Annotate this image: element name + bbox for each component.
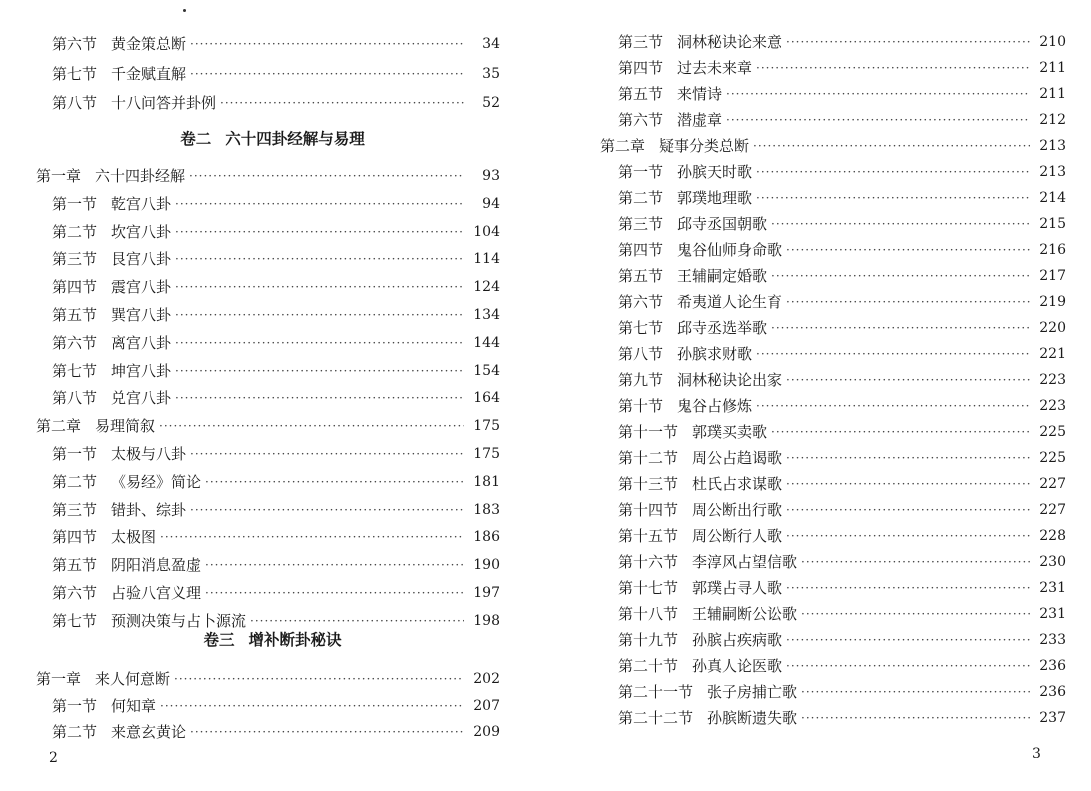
toc-entry-title: 王辅嗣断公讼歌 bbox=[692, 605, 798, 623]
toc-entry-page-number: 154 bbox=[473, 362, 500, 379]
toc-entry-page-number: 134 bbox=[473, 307, 500, 323]
toc-section-entry bbox=[618, 680, 1066, 704]
toc-entry-page-number: 52 bbox=[482, 95, 500, 111]
toc-section-entry bbox=[618, 706, 1066, 730]
toc-section-entry bbox=[52, 694, 500, 718]
dot-leader bbox=[786, 472, 1030, 496]
toc-entry-label: 第二节 bbox=[52, 723, 98, 741]
toc-entry-title: 王辅嗣定婚歌 bbox=[677, 267, 768, 285]
dot-leader bbox=[786, 498, 1030, 522]
toc-chapter-entry bbox=[36, 164, 500, 188]
dot-leader bbox=[175, 192, 464, 216]
dot-leader bbox=[771, 264, 1030, 288]
toc-entry-title: 郭璞占寻人歌 bbox=[692, 579, 783, 597]
toc-entry-title: 洞林秘诀论出家 bbox=[677, 371, 783, 389]
toc-entry-label: 第四节 bbox=[618, 241, 664, 259]
dot-leader bbox=[190, 442, 464, 466]
dot-leader bbox=[175, 275, 464, 299]
toc-entry-page-number: 124 bbox=[473, 279, 500, 296]
toc-entry-page-number: 181 bbox=[473, 473, 500, 490]
toc-entry-title: 张子房捕亡歌 bbox=[707, 683, 798, 701]
toc-entry-title: 鬼谷占修炼 bbox=[677, 397, 753, 415]
toc-entry-title: 乾宫八卦 bbox=[111, 194, 172, 213]
toc-entry-page-number: 230 bbox=[1039, 554, 1066, 570]
volume-2-heading bbox=[0, 127, 545, 151]
toc-entry-label: 第一章 bbox=[36, 167, 82, 185]
toc-entry-page-number: 227 bbox=[1039, 476, 1066, 492]
dot-leader bbox=[786, 30, 1030, 54]
toc-section-entry bbox=[52, 62, 500, 86]
toc-entry-label: 第八节 bbox=[52, 389, 98, 408]
toc-entry-label: 第二十节 bbox=[618, 657, 679, 675]
toc-entry-page-number: 186 bbox=[473, 529, 500, 546]
toc-entry-title: 孙真人论医歌 bbox=[692, 657, 783, 675]
dot-leader bbox=[786, 446, 1030, 470]
toc-section-entry bbox=[618, 654, 1066, 678]
toc-section-entry bbox=[618, 108, 1066, 132]
dot-leader bbox=[190, 32, 464, 56]
toc-section-entry bbox=[618, 238, 1066, 262]
toc-entry-label: 第六节 bbox=[52, 584, 98, 602]
toc-entry-label: 第三节 bbox=[52, 250, 98, 269]
dot-leader bbox=[756, 186, 1030, 210]
toc-entry-title: 希夷道人论生育 bbox=[677, 293, 783, 311]
toc-section-entry bbox=[52, 192, 500, 216]
left-page bbox=[0, 0, 545, 791]
toc-entry-label: 第十一节 bbox=[618, 423, 679, 441]
toc-entry-page-number: 190 bbox=[473, 557, 500, 574]
toc-entry-label: 第五节 bbox=[618, 85, 664, 103]
toc-section-entry bbox=[52, 442, 500, 466]
toc-entry-label: 第三节 bbox=[52, 500, 98, 519]
toc-section-entry bbox=[52, 32, 500, 56]
toc-entry-label: 第六节 bbox=[618, 111, 664, 129]
volume-3-heading bbox=[0, 628, 545, 652]
toc-entry-title: 六十四卦经解 bbox=[95, 167, 186, 185]
toc-entry-label: 第十六节 bbox=[618, 553, 679, 571]
page-number-right: 3 bbox=[1032, 746, 1041, 762]
toc-entry-title: 震宫八卦 bbox=[111, 278, 172, 297]
toc-section-entry bbox=[52, 331, 500, 355]
toc-entry-title: 来人何意断 bbox=[95, 670, 171, 688]
volume-3-label: 卷三 bbox=[203, 630, 235, 649]
toc-entry-title: 阴阳消息盈虚 bbox=[111, 556, 202, 575]
toc-entry-title: 孙膑求财歌 bbox=[677, 345, 753, 363]
toc-entry-page-number: 231 bbox=[1039, 606, 1066, 622]
toc-section-entry bbox=[52, 720, 500, 744]
dot-leader bbox=[786, 576, 1030, 600]
toc-entry-label: 第三节 bbox=[618, 215, 664, 233]
dot-leader bbox=[175, 359, 464, 383]
toc-section-entry bbox=[618, 524, 1066, 548]
dot-leader bbox=[174, 667, 464, 691]
toc-section-entry bbox=[52, 359, 500, 383]
toc-entry-page-number: 217 bbox=[1039, 268, 1066, 284]
toc-entry-page-number: 183 bbox=[473, 501, 500, 518]
toc-entry-label: 第一章 bbox=[36, 670, 82, 688]
toc-entry-title: 太极与八卦 bbox=[111, 445, 187, 463]
toc-entry-page-number: 93 bbox=[482, 168, 500, 184]
toc-entry-title: 鬼谷仙师身命歌 bbox=[677, 241, 783, 259]
toc-chapter-entry bbox=[36, 667, 500, 691]
toc-entry-label: 第二节 bbox=[618, 189, 664, 207]
toc-section-entry bbox=[52, 525, 500, 549]
toc-section-entry bbox=[618, 550, 1066, 574]
toc-section-entry bbox=[618, 368, 1066, 392]
toc-entry-title: 十八问答并卦例 bbox=[111, 94, 217, 112]
dot-leader bbox=[175, 247, 464, 271]
toc-entry-label: 第五节 bbox=[52, 306, 98, 324]
toc-entry-page-number: 202 bbox=[473, 671, 500, 687]
toc-entry-title: 周公断出行歌 bbox=[692, 501, 783, 519]
toc-chapter-entry bbox=[600, 134, 1066, 158]
toc-section-entry bbox=[618, 82, 1066, 106]
toc-entry-page-number: 211 bbox=[1039, 60, 1066, 76]
toc-entry-page-number: 34 bbox=[482, 36, 500, 52]
toc-section-entry bbox=[618, 576, 1066, 600]
toc-entry-page-number: 209 bbox=[473, 724, 500, 740]
toc-chapter-entry bbox=[36, 414, 500, 438]
right-page bbox=[546, 0, 1091, 791]
dot-leader bbox=[786, 368, 1030, 392]
dot-leader bbox=[160, 525, 464, 549]
toc-entry-page-number: 144 bbox=[473, 334, 500, 351]
ink-speck bbox=[183, 9, 186, 12]
toc-section-entry bbox=[618, 420, 1066, 444]
toc-entry-page-number: 236 bbox=[1039, 684, 1066, 700]
toc-section-entry bbox=[618, 602, 1066, 626]
toc-entry-label: 第二十二节 bbox=[618, 709, 694, 727]
toc-entry-page-number: 114 bbox=[473, 251, 500, 268]
toc-entry-label: 第八节 bbox=[618, 345, 664, 363]
toc-entry-title: 孙膑占疾病歌 bbox=[692, 631, 783, 649]
dot-leader bbox=[190, 62, 464, 86]
toc-entry-label: 第四节 bbox=[52, 278, 98, 297]
volume-2-title: 六十四卦经解与易理 bbox=[225, 129, 365, 148]
toc-entry-label: 第二节 bbox=[52, 222, 98, 241]
toc-entry-label: 第十四节 bbox=[618, 501, 679, 519]
volume-3-title: 增补断卦秘诀 bbox=[248, 630, 342, 649]
toc-section-entry bbox=[618, 290, 1066, 314]
toc-entry-title: 何知章 bbox=[111, 696, 157, 715]
toc-entry-label: 第六节 bbox=[52, 333, 98, 352]
dot-leader bbox=[756, 160, 1030, 184]
toc-entry-label: 第四节 bbox=[618, 59, 664, 77]
toc-entry-page-number: 233 bbox=[1039, 632, 1066, 648]
toc-section-entry bbox=[618, 498, 1066, 522]
toc-entry-title: 《易经》简论 bbox=[111, 472, 202, 491]
toc-entry-title: 过去未来章 bbox=[677, 59, 753, 77]
toc-entry-label: 第二节 bbox=[52, 472, 98, 491]
toc-entry-page-number: 236 bbox=[1039, 658, 1066, 674]
dot-leader bbox=[756, 342, 1030, 366]
dot-leader bbox=[801, 706, 1030, 730]
toc-entry-page-number: 220 bbox=[1039, 320, 1066, 336]
toc-entry-page-number: 214 bbox=[1039, 190, 1066, 206]
toc-entry-page-number: 207 bbox=[473, 697, 500, 714]
toc-entry-label: 第五节 bbox=[52, 556, 98, 575]
toc-entry-page-number: 198 bbox=[473, 612, 500, 629]
toc-entry-label: 第四节 bbox=[52, 528, 98, 547]
toc-entry-label: 第一节 bbox=[52, 445, 98, 463]
toc-entry-page-number: 223 bbox=[1039, 398, 1066, 414]
toc-entry-title: 预测决策与占卜源流 bbox=[111, 611, 247, 630]
toc-entry-label: 第一节 bbox=[52, 194, 98, 213]
toc-entry-label: 第二章 bbox=[600, 137, 646, 155]
toc-section-entry bbox=[52, 303, 500, 327]
dot-leader bbox=[771, 212, 1030, 236]
dot-leader bbox=[771, 420, 1030, 444]
toc-entry-page-number: 223 bbox=[1039, 372, 1066, 388]
page-number-left: 2 bbox=[49, 750, 58, 766]
toc-entry-label: 第十五节 bbox=[618, 527, 679, 545]
dot-leader bbox=[786, 654, 1030, 678]
toc-entry-page-number: 175 bbox=[473, 418, 500, 435]
dot-leader bbox=[771, 316, 1030, 340]
toc-entry-title: 郭璞地理歌 bbox=[677, 189, 753, 207]
toc-entry-label: 第七节 bbox=[52, 64, 98, 83]
toc-entry-title: 巽宫八卦 bbox=[111, 306, 172, 324]
dot-leader bbox=[801, 680, 1030, 704]
toc-entry-page-number: 221 bbox=[1039, 346, 1066, 362]
toc-entry-title: 洞林秘诀论来意 bbox=[677, 33, 783, 51]
toc-entry-title: 兑宫八卦 bbox=[111, 389, 172, 408]
toc-entry-title: 坎宫八卦 bbox=[111, 222, 172, 241]
toc-entry-page-number: 225 bbox=[1039, 450, 1066, 466]
toc-entry-title: 李淳风占望信歌 bbox=[692, 553, 798, 571]
volume-2-label: 卷二 bbox=[180, 129, 212, 148]
toc-entry-title: 潜虚章 bbox=[677, 111, 723, 129]
toc-entry-page-number: 228 bbox=[1039, 528, 1066, 544]
toc-entry-title: 离宫八卦 bbox=[111, 333, 172, 352]
toc-entry-label: 第七节 bbox=[52, 361, 98, 380]
dot-leader bbox=[205, 553, 464, 577]
toc-entry-title: 太极图 bbox=[111, 528, 157, 547]
dot-leader bbox=[756, 394, 1030, 418]
toc-entry-label: 第六节 bbox=[618, 293, 664, 311]
toc-entry-title: 艮宫八卦 bbox=[111, 250, 172, 269]
toc-entry-page-number: 213 bbox=[1039, 164, 1066, 180]
dot-leader bbox=[190, 498, 464, 522]
toc-section-entry bbox=[618, 472, 1066, 496]
dot-leader bbox=[220, 91, 464, 115]
toc-entry-title: 邱寺丞选举歌 bbox=[677, 319, 768, 337]
dot-leader bbox=[190, 720, 464, 744]
toc-entry-page-number: 213 bbox=[1039, 138, 1066, 154]
toc-entry-title: 郭璞买卖歌 bbox=[692, 423, 768, 441]
dot-leader bbox=[175, 331, 464, 355]
dot-leader bbox=[786, 238, 1030, 262]
dot-leader bbox=[726, 82, 1030, 106]
toc-entry-title: 来情诗 bbox=[677, 85, 723, 103]
dot-leader bbox=[160, 694, 464, 718]
toc-entry-label: 第六节 bbox=[52, 35, 98, 53]
dot-leader bbox=[756, 56, 1030, 80]
toc-section-entry bbox=[52, 553, 500, 577]
toc-entry-label: 第九节 bbox=[618, 371, 664, 389]
toc-entry-page-number: 216 bbox=[1039, 242, 1066, 258]
toc-section-entry bbox=[618, 186, 1066, 210]
dot-leader bbox=[205, 581, 464, 605]
dot-leader bbox=[175, 303, 464, 327]
dot-leader bbox=[801, 602, 1030, 626]
toc-entry-page-number: 175 bbox=[473, 446, 500, 462]
toc-section-entry bbox=[52, 275, 500, 299]
toc-entry-title: 坤宫八卦 bbox=[111, 361, 172, 380]
toc-entry-label: 第七节 bbox=[618, 319, 664, 337]
dot-leader bbox=[175, 386, 464, 410]
toc-entry-page-number: 197 bbox=[473, 585, 500, 601]
dot-leader bbox=[175, 220, 464, 244]
toc-section-entry bbox=[52, 91, 500, 115]
toc-entry-page-number: 225 bbox=[1039, 424, 1066, 440]
toc-section-entry bbox=[618, 342, 1066, 366]
dot-leader bbox=[801, 550, 1030, 574]
toc-entry-label: 第十八节 bbox=[618, 605, 679, 623]
toc-section-entry bbox=[52, 470, 500, 494]
dot-leader bbox=[753, 134, 1030, 158]
toc-section-entry bbox=[618, 212, 1066, 236]
dot-leader bbox=[159, 414, 464, 438]
toc-entry-title: 占验八宫义理 bbox=[111, 584, 202, 602]
toc-entry-title: 周公断行人歌 bbox=[692, 527, 783, 545]
toc-entry-label: 第十三节 bbox=[618, 475, 679, 493]
toc-entry-page-number: 164 bbox=[473, 390, 500, 407]
toc-entry-label: 第三节 bbox=[618, 33, 664, 51]
toc-entry-page-number: 227 bbox=[1039, 502, 1066, 518]
toc-entry-title: 错卦、综卦 bbox=[111, 500, 187, 519]
toc-entry-page-number: 215 bbox=[1039, 216, 1066, 232]
toc-section-entry bbox=[618, 30, 1066, 54]
toc-entry-label: 第二十一节 bbox=[618, 683, 694, 701]
toc-section-entry bbox=[618, 160, 1066, 184]
toc-entry-label: 第一节 bbox=[618, 163, 664, 181]
toc-entry-title: 易理简叙 bbox=[95, 417, 156, 436]
toc-entry-page-number: 94 bbox=[482, 195, 500, 212]
dot-leader bbox=[786, 628, 1030, 652]
toc-entry-label: 第十九节 bbox=[618, 631, 679, 649]
toc-entry-title: 来意玄黄论 bbox=[111, 723, 187, 741]
toc-section-entry bbox=[52, 247, 500, 271]
toc-entry-title: 邱寺丞国朝歌 bbox=[677, 215, 768, 233]
toc-entry-page-number: 104 bbox=[473, 223, 500, 240]
dot-leader bbox=[726, 108, 1030, 132]
toc-entry-title: 孙膑天时歌 bbox=[677, 163, 753, 181]
dot-leader bbox=[189, 164, 464, 188]
toc-entry-label: 第五节 bbox=[618, 267, 664, 285]
toc-entry-title: 千金赋直解 bbox=[111, 64, 187, 83]
toc-section-entry bbox=[618, 264, 1066, 288]
toc-entry-label: 第八节 bbox=[52, 94, 98, 112]
toc-section-entry bbox=[52, 498, 500, 522]
toc-entry-label: 第十节 bbox=[618, 397, 664, 415]
toc-section-entry bbox=[618, 394, 1066, 418]
dot-leader bbox=[786, 290, 1030, 314]
toc-entry-label: 第十二节 bbox=[618, 449, 679, 467]
toc-section-entry bbox=[618, 628, 1066, 652]
toc-entry-label: 第一节 bbox=[52, 696, 98, 715]
toc-entry-label: 第二章 bbox=[36, 417, 82, 436]
toc-entry-label: 第七节 bbox=[52, 611, 98, 630]
toc-entry-title: 孙膑断遗失歌 bbox=[707, 709, 798, 727]
toc-section-entry bbox=[52, 220, 500, 244]
dot-leader bbox=[786, 524, 1030, 548]
toc-entry-title: 周公占趋谒歌 bbox=[692, 449, 783, 467]
toc-entry-page-number: 219 bbox=[1039, 294, 1066, 310]
toc-entry-page-number: 211 bbox=[1039, 86, 1066, 102]
toc-section-entry bbox=[52, 581, 500, 605]
toc-section-entry bbox=[618, 316, 1066, 340]
toc-entry-title: 疑事分类总断 bbox=[659, 137, 750, 155]
toc-entry-title: 黄金策总断 bbox=[111, 35, 187, 53]
dot-leader bbox=[205, 470, 464, 494]
toc-entry-page-number: 237 bbox=[1039, 710, 1066, 726]
toc-entry-title: 杜氏占求谋歌 bbox=[692, 475, 783, 493]
toc-section-entry bbox=[618, 446, 1066, 470]
toc-entry-page-number: 210 bbox=[1039, 34, 1066, 50]
toc-entry-page-number: 231 bbox=[1039, 580, 1066, 596]
toc-entry-label: 第十七节 bbox=[618, 579, 679, 597]
toc-section-entry bbox=[618, 56, 1066, 80]
toc-section-entry bbox=[52, 386, 500, 410]
toc-entry-page-number: 212 bbox=[1039, 112, 1066, 128]
toc-entry-page-number: 35 bbox=[482, 65, 500, 82]
